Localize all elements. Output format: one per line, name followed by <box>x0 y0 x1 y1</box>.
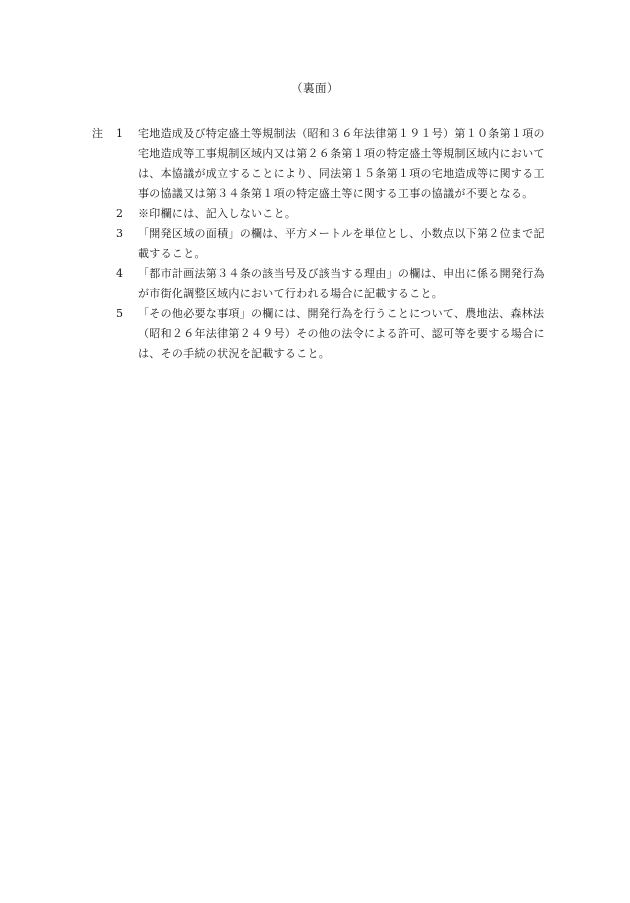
note-number: 1 <box>116 127 123 140</box>
note-number: 5 <box>116 307 123 320</box>
note-item-2 <box>92 204 552 224</box>
note-item-5 <box>92 304 552 364</box>
notes-prefix: 注 <box>92 127 103 140</box>
notes-list <box>92 124 552 364</box>
note-text: 「都市計画法第３４条の該当号及び該当する理由」の欄は、申出に係る開発行為が市街化調整区域内において行われる場合に記載すること。 <box>138 267 545 300</box>
note-number: 2 <box>116 207 123 220</box>
note-number: 4 <box>116 267 123 280</box>
note-number: 3 <box>116 227 123 240</box>
note-text: 宅地造成及び特定盛土等規制法（昭和３６年法律第１９１号）第１０条第１項の宅地造成等工事規制区域内又は第２６条第１項の特定盛土等規制区域内においては、本協議が成立することにより、同法第１５条第１項の宅地造成等に関する工事の協議又は第３４条第１項の特定盛土等に関する工事の協議が不要となる。 <box>138 127 545 200</box>
note-item-1 <box>92 124 552 204</box>
note-text: ※印欄には、記入しないこと。 <box>138 207 297 220</box>
note-item-4 <box>92 264 552 304</box>
note-text: 「開発区域の面積」の欄は、平方メートルを単位とし、小数点以下第２位まで記載すること。 <box>138 227 545 260</box>
note-item-3 <box>92 224 552 264</box>
note-text: 「その他必要な事項」の欄には、開発行為を行うことについて、農地法、森林法（昭和２６年法律第２４９号）その他の法令による許可、認可等を要する場合には、その手続の状況を記載すること。 <box>138 307 545 360</box>
page-title: （裏面） <box>291 81 339 95</box>
